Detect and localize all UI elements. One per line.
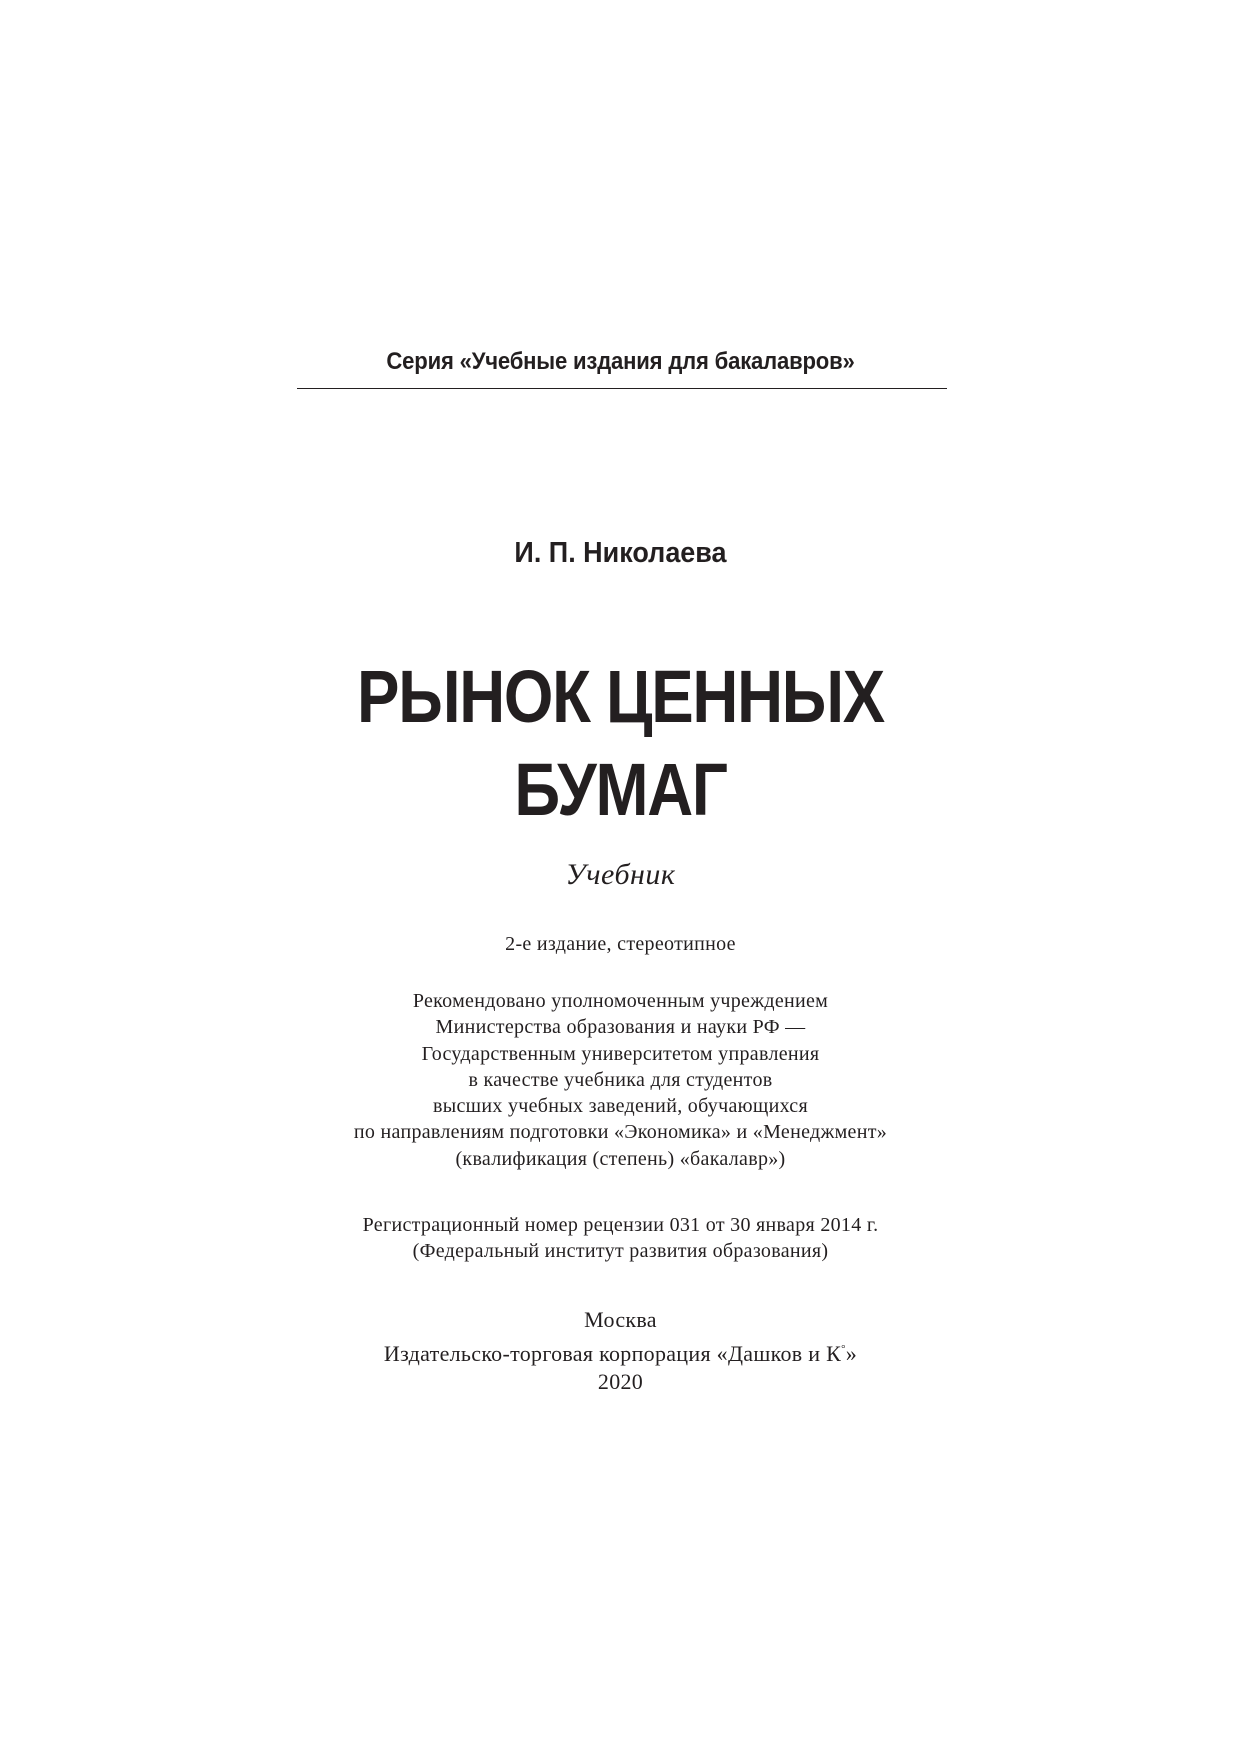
- series-title: Серия «Учебные издания для бакалавров»: [386, 348, 855, 375]
- recommendation-block: [0, 988, 1241, 1172]
- imprint-publisher-mark: °: [841, 1342, 846, 1355]
- recommendation-line: по направлениям подготовки «Экономика» и «Менеджмент»: [353, 1121, 888, 1144]
- registration-block: [0, 1212, 1241, 1264]
- series-divider: [297, 388, 947, 389]
- recommendation-line: Министерства образования и науки РФ —: [435, 1016, 806, 1039]
- recommendation-line: высших учебных заведений, обучающихся: [433, 1095, 808, 1118]
- recommendation-line: Государственным университетом управления: [421, 1042, 820, 1065]
- imprint-publisher-close: »: [845, 1340, 858, 1366]
- registration-line: Регистрационный номер рецензии 031 от 30 января 2014 г.: [362, 1214, 879, 1236]
- recommendation-line: в качестве учебника для студентов: [468, 1068, 773, 1091]
- recommendation-line: (квалификация (степень) «бакалавр»): [455, 1147, 786, 1170]
- book-title: [87, 650, 1154, 836]
- imprint-city: Москва: [584, 1307, 657, 1332]
- author-name: И. П. Николаева: [514, 537, 727, 569]
- imprint-block: [0, 1306, 1241, 1397]
- imprint-publisher: [0, 1335, 1241, 1369]
- edition-info: 2-е издание, стереотипное: [505, 933, 736, 955]
- book-type: Учебник: [565, 858, 676, 891]
- imprint-publisher-name: Издательско-торговая корпорация «Дашков и К: [383, 1340, 842, 1366]
- recommendation-line: Рекомендовано уполномоченным учреждением: [412, 990, 829, 1012]
- imprint-year: 2020: [597, 1369, 644, 1394]
- book-title-line-1: РЫНОК ЦЕННЫХ: [357, 655, 884, 738]
- registration-line: (Федеральный институт развития образования): [412, 1240, 829, 1262]
- book-title-line-2: БУМАГ: [514, 748, 727, 831]
